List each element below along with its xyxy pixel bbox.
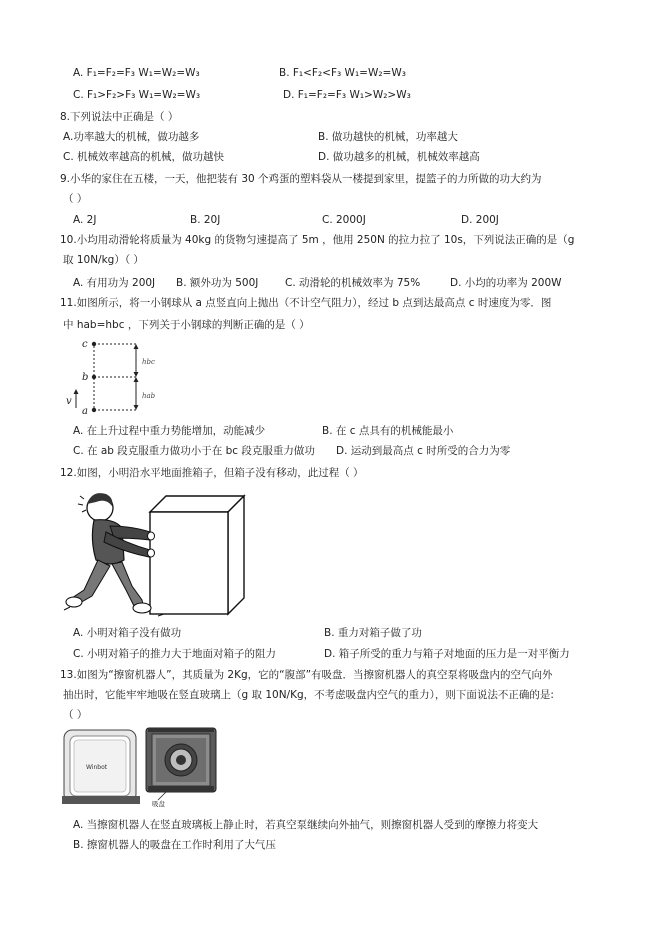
q11-option-d: D. 运动到最高点 c 时所受的合力为零 [336,445,511,457]
q8-option-d: D. 做功越多的机械，机械效率越高 [318,151,480,163]
q12-option-d: D. 箱子所受的重力与箱子对地面的压力是一对平衡力 [324,648,570,660]
q9-option-b: B. 20J [190,214,221,226]
q11-option-c: C. 在 ab 段克服重力做功小于在 bc 段克服重力做功 [73,445,315,457]
q10-option-b: B. 额外功为 500J [176,277,259,289]
label-hab: hab [142,392,156,400]
window-robot-figure [62,726,222,808]
q10-option-a: A. 有用功为 200J [73,277,156,289]
q13-stem-cont: 抽出时，它能牢牢地吸在竖直玻璃上（g 取 10N/Kg，不考虑吸盘内空气的重力），则下面说法不正确的是: [63,689,554,701]
q11-option-a: A. 在上升过程中重力势能增加，动能减少 [73,425,266,437]
q7-option-c: C. F₁>F₂>F₃ W₁=W₂=W₃ [73,89,201,101]
q10-option-c: C. 动滑轮的机械效率为 75% [285,277,421,289]
label-hbc: hbc [142,358,155,366]
q12-option-a: A. 小明对箱子没有做功 [73,627,182,639]
q7-option-a: A. F₁=F₂=F₃ W₁=W₂=W₃ [73,67,200,79]
q9-option-a: A. 2J [73,214,97,226]
q11-option-b: B. 在 c 点具有的机械能最小 [322,425,454,437]
q13-stem-paren: （ ） [63,709,88,721]
suction-cup-caption: 吸盘 [152,800,165,808]
q9-option-d: D. 200J [461,214,499,226]
q12-option-c: C. 小明对箱子的推力大于地面对箱子的阻力 [73,648,277,660]
q13-option-a: A. 当擦窗机器人在竖直玻璃板上静止时，若真空泵继续向外抽气，则擦窗机器人受到的摩擦力将变大 [73,819,539,831]
q9-stem-paren: （ ） [63,193,88,205]
label-a: a [82,406,88,417]
q9-option-c: C. 2000J [322,214,366,226]
q12-stem: 12.如图，小明沿水平地面推箱子，但箱子没有移动，此过程（ ） [60,467,364,479]
q10-stem: 10.小均用动滑轮将质量为 40kg 的货物匀速提高了 5m ，他用 250N 的拉力拉了 10s，下列说法正确的是（g [60,234,575,246]
q13-stem: 13.如图为“擦窗机器人”，其质量为 2Kg，它的“腹部”有吸盘．当擦窗机器人的真空泵将吸盘内的空气向外 [60,669,553,681]
q12-option-b: B. 重力对箱子做了功 [324,627,422,639]
q10-option-d: D. 小均的功率为 200W [450,277,562,289]
q11-stem: 11.如图所示，将一小钢球从 a 点竖直向上抛出（不计空气阻力），经过 b 点到达最高点 c 时速度为零．图 [60,297,552,309]
boy-pushing-box-figure [62,486,252,618]
label-b: b [82,372,89,383]
q7-option-b: B. F₁<F₂<F₃ W₁=W₂=W₃ [279,67,406,79]
robot-brand: Winbot [86,764,108,771]
q7-option-d: D. F₁=F₂=F₃ W₁>W₂>W₃ [283,89,411,101]
q8-option-b: B. 做功越快的机械，功率越大 [318,131,458,143]
q13-option-b: B. 擦窗机器人的吸盘在工作时利用了大气压 [73,839,276,851]
ball-trajectory-figure [62,336,172,418]
q9-stem: 9.小华的家住在五楼，一天，他把装有 30 个鸡蛋的塑料袋从一楼提到家里，提篮子的力所做的功大约为 [60,173,542,185]
q11-stem-cont: 中 hab=hbc ，下列关于小钢球的判断正确的是（ ） [63,319,310,331]
q8-stem: 8.下列说法中正确是（ ） [60,111,179,123]
q10-stem-cont: 取 10N/kg）（ ） [63,254,144,266]
q8-option-c: C. 机械效率越高的机械，做功越快 [63,151,225,163]
label-c: c [82,339,88,350]
label-v: v [66,396,72,407]
q8-option-a: A.功率越大的机械，做功越多 [63,131,200,143]
